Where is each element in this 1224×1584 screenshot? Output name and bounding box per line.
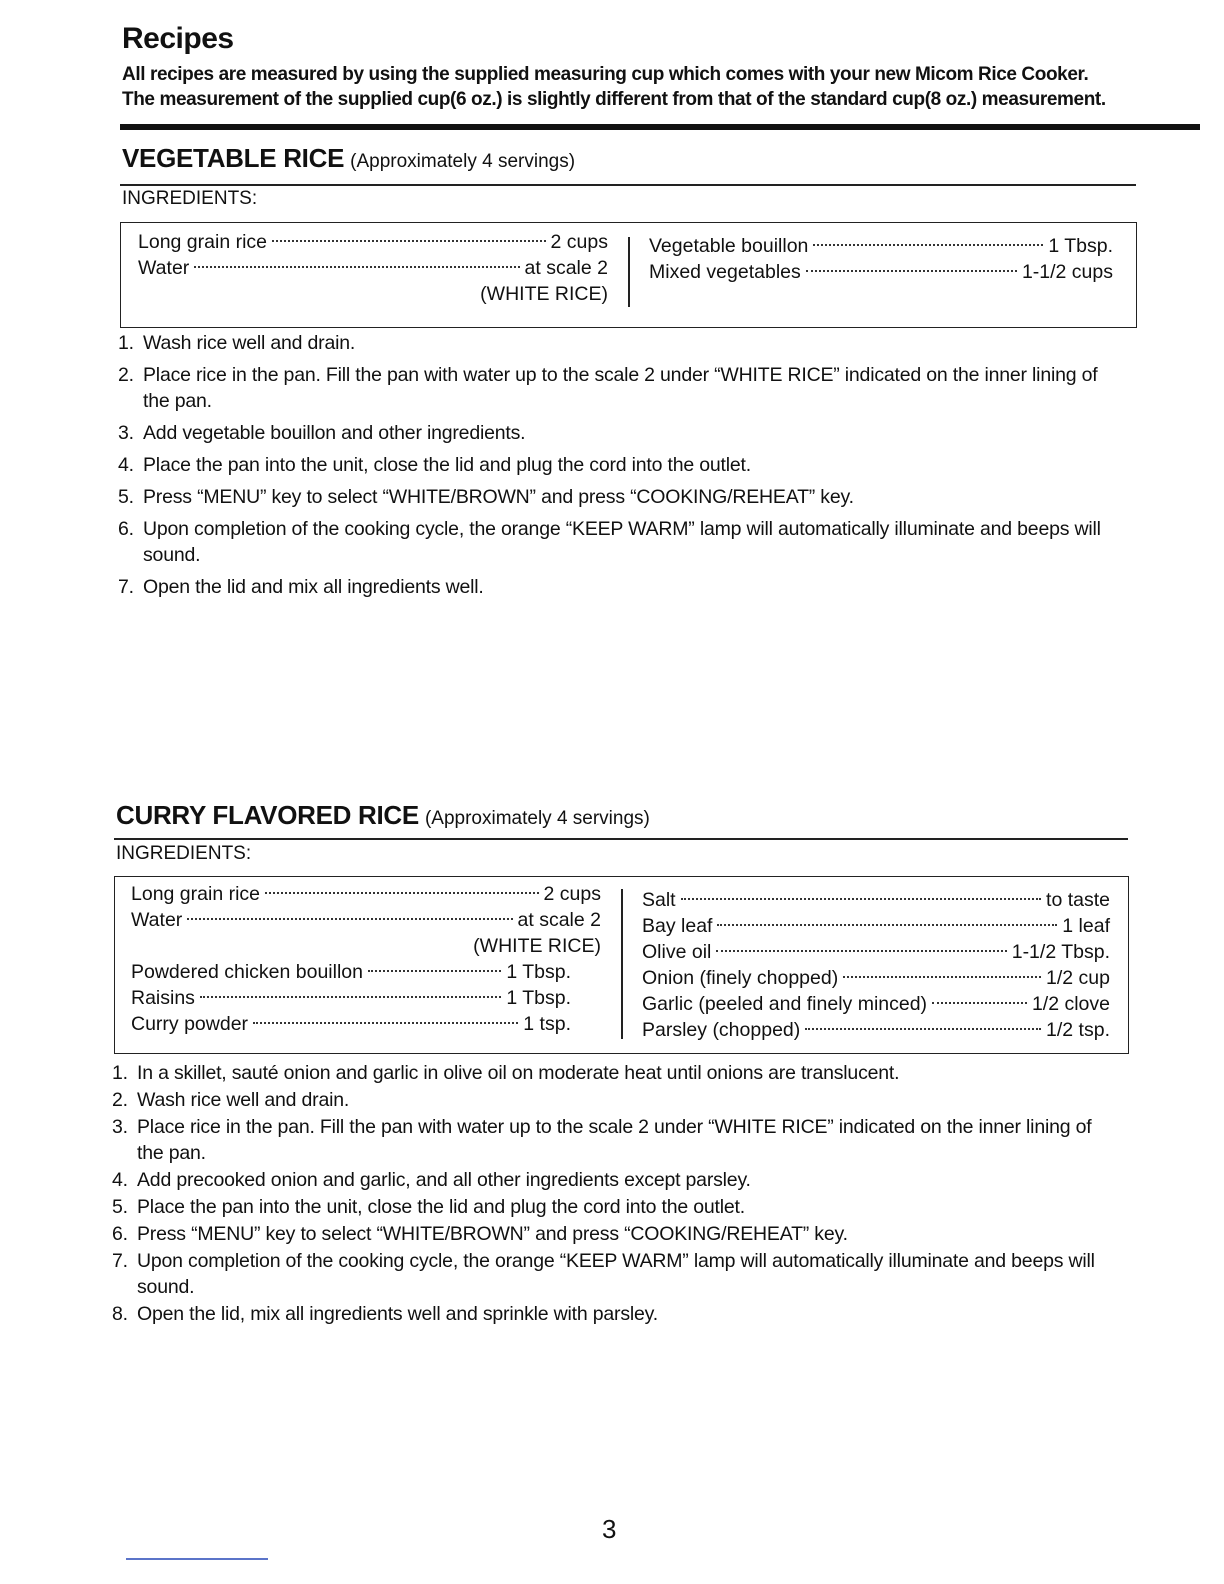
ingredient-row: Vegetable bouillon 1 Tbsp.: [649, 235, 1113, 257]
step-item: 2. Wash rice well and drain.: [112, 1089, 350, 1111]
step-item: 6. Upon completion of the cooking cycle, the orange “KEEP WARM” lamp will automatically illuminate and beeps will sound.: [118, 518, 1101, 566]
step-item: 5. Place the pan into the unit, close the lid and plug the cord into the outlet.: [112, 1196, 745, 1218]
curry-rice-ingredients-right: [642, 887, 1110, 1043]
step-item: 8. Open the lid, mix all ingredients well and sprinkle with parsley.: [112, 1303, 658, 1325]
step-item: 3. Place rice in the pan. Fill the pan with water up to the scale 2 under “WHITE RICE” indicated on the inner lining of the pan.: [112, 1116, 1092, 1164]
ingredient-row: Bay leaf 1 leaf: [642, 915, 1110, 937]
step-item: 1. In a skillet, sauté onion and garlic in olive oil on moderate heat until onions are translucent.: [112, 1062, 900, 1084]
ingredient-row: Onion (finely chopped) 1/2 cup: [642, 967, 1110, 989]
ingredient-row: Long grain rice 2 cups: [138, 231, 608, 253]
page-number: 3: [602, 1514, 617, 1544]
ingredient-row: Olive oil 1-1/2 Tbsp.: [642, 941, 1110, 963]
vegetable-rice-title: VEGETABLE RICE: [122, 143, 345, 173]
vegetable-rice-rule: [120, 184, 1136, 186]
curry-rice-heading: [116, 800, 650, 831]
ingredient-row: Powdered chicken bouillon 1 Tbsp.: [131, 961, 571, 983]
step-item: 3. Add vegetable bouillon and other ingredients.: [118, 422, 526, 444]
ingredient-row: Curry powder 1 tsp.: [131, 1013, 571, 1035]
ingredient-row: Parsley (chopped) 1/2 tsp.: [642, 1019, 1110, 1041]
vegetable-rice-ingredients-label: INGREDIENTS:: [122, 188, 258, 209]
vegetable-rice-servings: (Approximately 4 servings): [350, 151, 576, 172]
ingredient-row: Salt to taste: [642, 889, 1110, 911]
curry-rice-title: CURRY FLAVORED RICE: [116, 800, 419, 830]
column-divider: [621, 889, 623, 1039]
vegetable-rice-steps: [118, 330, 1128, 600]
vegetable-rice-ingredients-left: [138, 229, 608, 307]
step-item: 1. Wash rice well and drain.: [118, 332, 356, 354]
step-item: 7. Open the lid and mix all ingredients well.: [118, 576, 484, 598]
step-item: 4. Place the pan into the unit, close the lid and plug the cord into the outlet.: [118, 454, 751, 476]
intro-text-line-1: All recipes are measured by using the supplied measuring cup which comes with your new Micom Rice Cooker.: [122, 64, 1089, 85]
ingredient-note: (WHITE RICE): [480, 283, 608, 305]
step-item: 6. Press “MENU” key to select “WHITE/BROWN” and press “COOKING/REHEAT” key.: [112, 1223, 848, 1245]
intro-text-line-2: The measurement of the supplied cup(6 oz.) is slightly different from that of the standard cup(8 oz.) measurement.: [122, 89, 1106, 110]
step-item: 7. Upon completion of the cooking cycle, the orange “KEEP WARM” lamp will automatically illuminate and beeps will sound.: [112, 1250, 1095, 1298]
vegetable-rice-ingredients-right: [649, 233, 1113, 285]
step-item: 4. Add precooked onion and garlic, and all other ingredients except parsley.: [112, 1169, 751, 1191]
curry-rice-ingredients-left: [131, 881, 601, 1037]
ingredient-row: Long grain rice 2 cups: [131, 883, 601, 905]
ingredient-row: Mixed vegetables 1-1/2 cups: [649, 261, 1113, 283]
vegetable-rice-heading: [122, 143, 575, 174]
column-divider: [628, 237, 630, 307]
curry-rice-rule: [114, 838, 1128, 840]
curry-rice-servings: (Approximately 4 servings): [424, 808, 650, 829]
vegetable-rice-ingredients-box: [120, 222, 1137, 328]
step-item: 2. Place rice in the pan. Fill the pan with water up to the scale 2 under “WHITE RICE” indicated on the inner lining of the pan.: [118, 364, 1098, 412]
ingredient-row: Garlic (peeled and finely minced) 1/2 clove: [642, 993, 1110, 1015]
curry-rice-ingredients-box: [114, 876, 1129, 1054]
curry-rice-steps: [112, 1060, 1122, 1327]
ingredient-row: Water at scale 2: [138, 257, 608, 279]
ingredient-row: Water at scale 2: [131, 909, 601, 931]
ingredient-note: (WHITE RICE): [473, 935, 601, 957]
footer-line: [126, 1558, 268, 1560]
page-title: Recipes: [122, 22, 234, 55]
header-divider: [120, 124, 1200, 130]
step-item: 5. Press “MENU” key to select “WHITE/BROWN” and press “COOKING/REHEAT” key.: [118, 486, 854, 508]
curry-rice-ingredients-label: INGREDIENTS:: [116, 843, 252, 864]
ingredient-row: Raisins 1 Tbsp.: [131, 987, 571, 1009]
